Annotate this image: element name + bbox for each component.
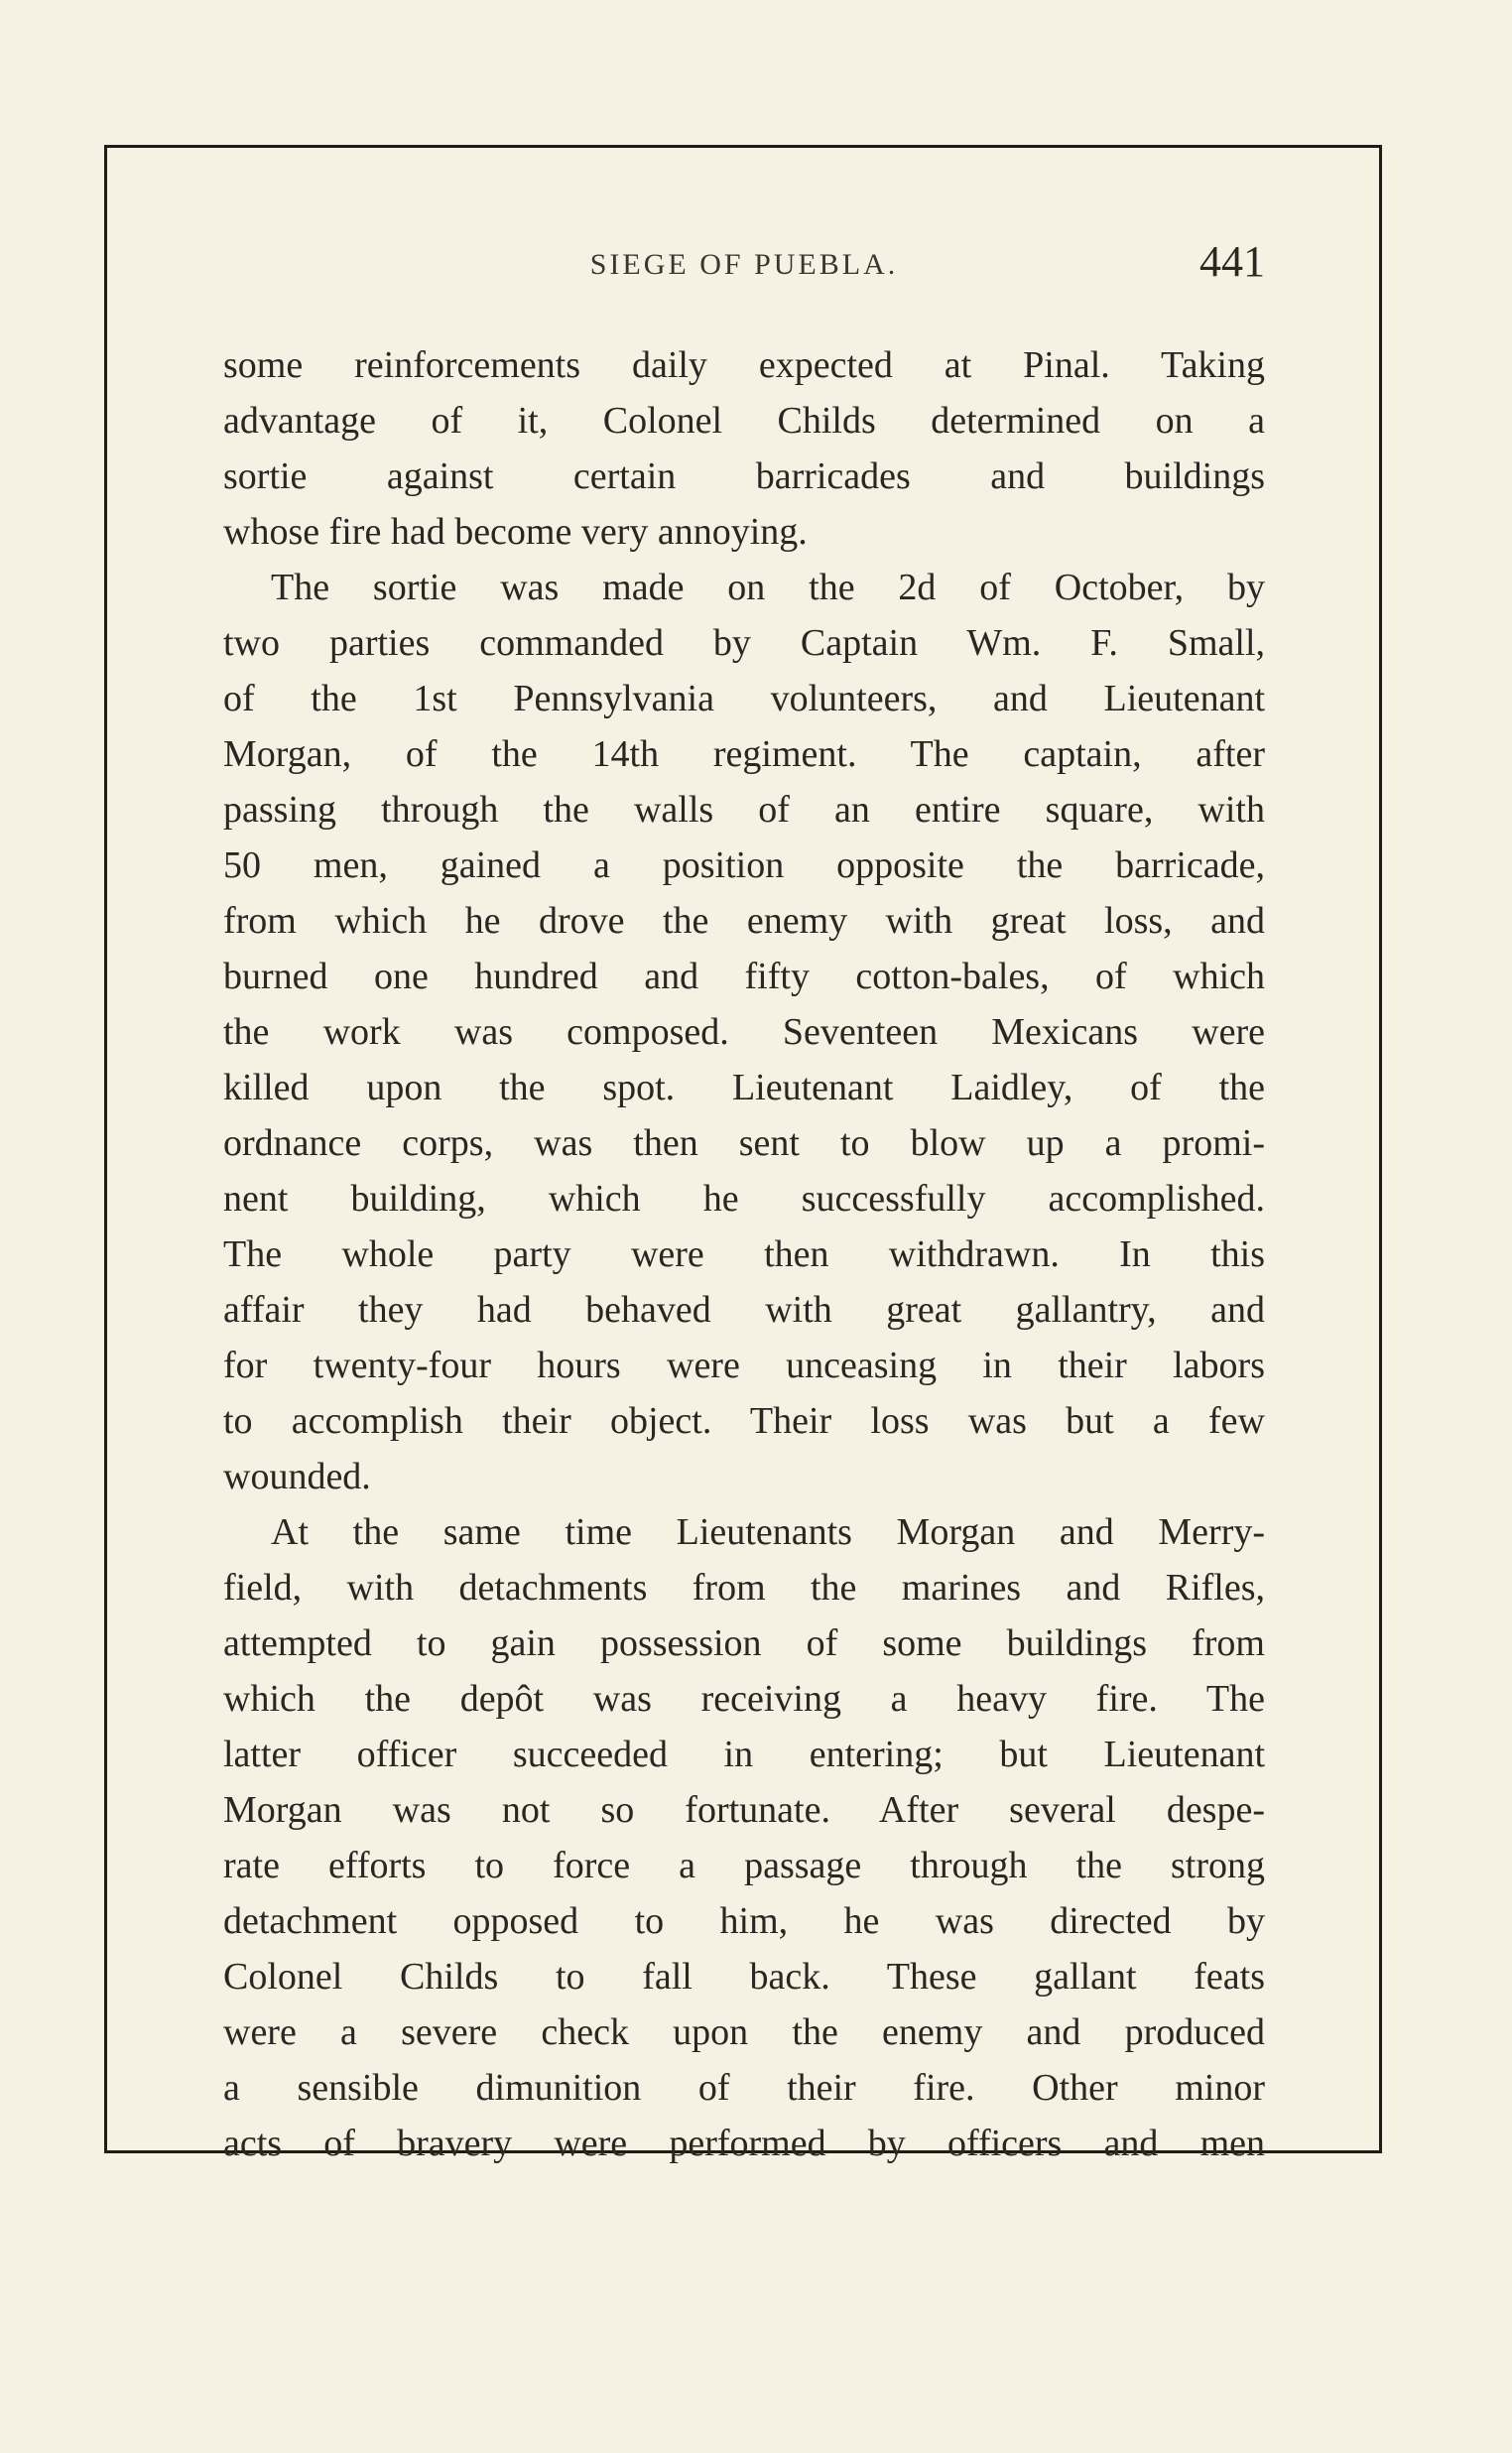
text-line: two parties commanded by Captain Wm. F. Small,	[223, 622, 1265, 664]
text-line: advantage of it, Colonel Childs determined on a	[223, 400, 1265, 442]
text-line: 50 men, gained a position opposite the barricade,	[223, 844, 1265, 886]
text-line: acts of bravery were performed by officers and men	[223, 2123, 1265, 2164]
text-line: some reinforcements daily expected at Pinal. Taking	[223, 344, 1265, 386]
text-line: burned one hundred and fifty cotton-bales, of which	[223, 956, 1265, 997]
text-line: from which he drove the enemy with great loss, and	[223, 900, 1265, 942]
text-line: killed upon the spot. Lieutenant Laidley, of the	[223, 1067, 1265, 1108]
text-line: passing through the walls of an entire square, with	[223, 789, 1265, 831]
running-title: SIEGE OF PUEBLA.	[589, 248, 899, 281]
text-line: the work was composed. Seventeen Mexicans were	[223, 1011, 1265, 1053]
text-line: attempted to gain possession of some buildings from	[223, 1622, 1265, 1664]
text-line: The sortie was made on the 2d of October, by	[271, 567, 1265, 608]
running-head	[223, 236, 1265, 296]
text-line: ordnance corps, was then sent to blow up a promi-	[223, 1122, 1265, 1164]
text-line: of the 1st Pennsylvania volunteers, and Lieutenant	[223, 678, 1265, 719]
text-line: nent building, which he successfully accomplished.	[223, 1178, 1265, 1220]
text-line: were a severe check upon the enemy and produced	[223, 2011, 1265, 2053]
text-line: field, with detachments from the marines and Rifles,	[223, 1567, 1265, 1609]
text-line: Morgan was not so fortunate. After several despe-	[223, 1789, 1265, 1831]
text-line: a sensible dimunition of their fire. Other minor	[223, 2067, 1265, 2109]
text-line: whose fire had become very annoying.	[223, 511, 808, 553]
body-text	[223, 337, 1265, 2171]
text-line: to accomplish their object. Their loss was but a few	[223, 1400, 1265, 1442]
text-line: affair they had behaved with great gallantry, and	[223, 1289, 1265, 1331]
text-line: wounded.	[223, 1456, 371, 1497]
text-line: sortie against certain barricades and buildings	[223, 455, 1265, 497]
text-line: detachment opposed to him, he was directed by	[223, 1900, 1265, 1942]
text-line: The whole party were then withdrawn. In this	[223, 1233, 1265, 1275]
text-line: latter officer succeeded in entering; but Lieutenant	[223, 1734, 1265, 1775]
page-number: 441	[1199, 237, 1265, 286]
text-line: At the same time Lieutenants Morgan and Merry-	[271, 1511, 1265, 1553]
text-line: for twenty-four hours were unceasing in their labors	[223, 1345, 1265, 1386]
text-line: Colonel Childs to fall back. These gallant feats	[223, 1956, 1265, 1998]
text-line: Morgan, of the 14th regiment. The captain, after	[223, 733, 1265, 775]
text-line: which the depôt was receiving a heavy fire. The	[223, 1678, 1265, 1720]
text-line: rate efforts to force a passage through the strong	[223, 1845, 1265, 1886]
